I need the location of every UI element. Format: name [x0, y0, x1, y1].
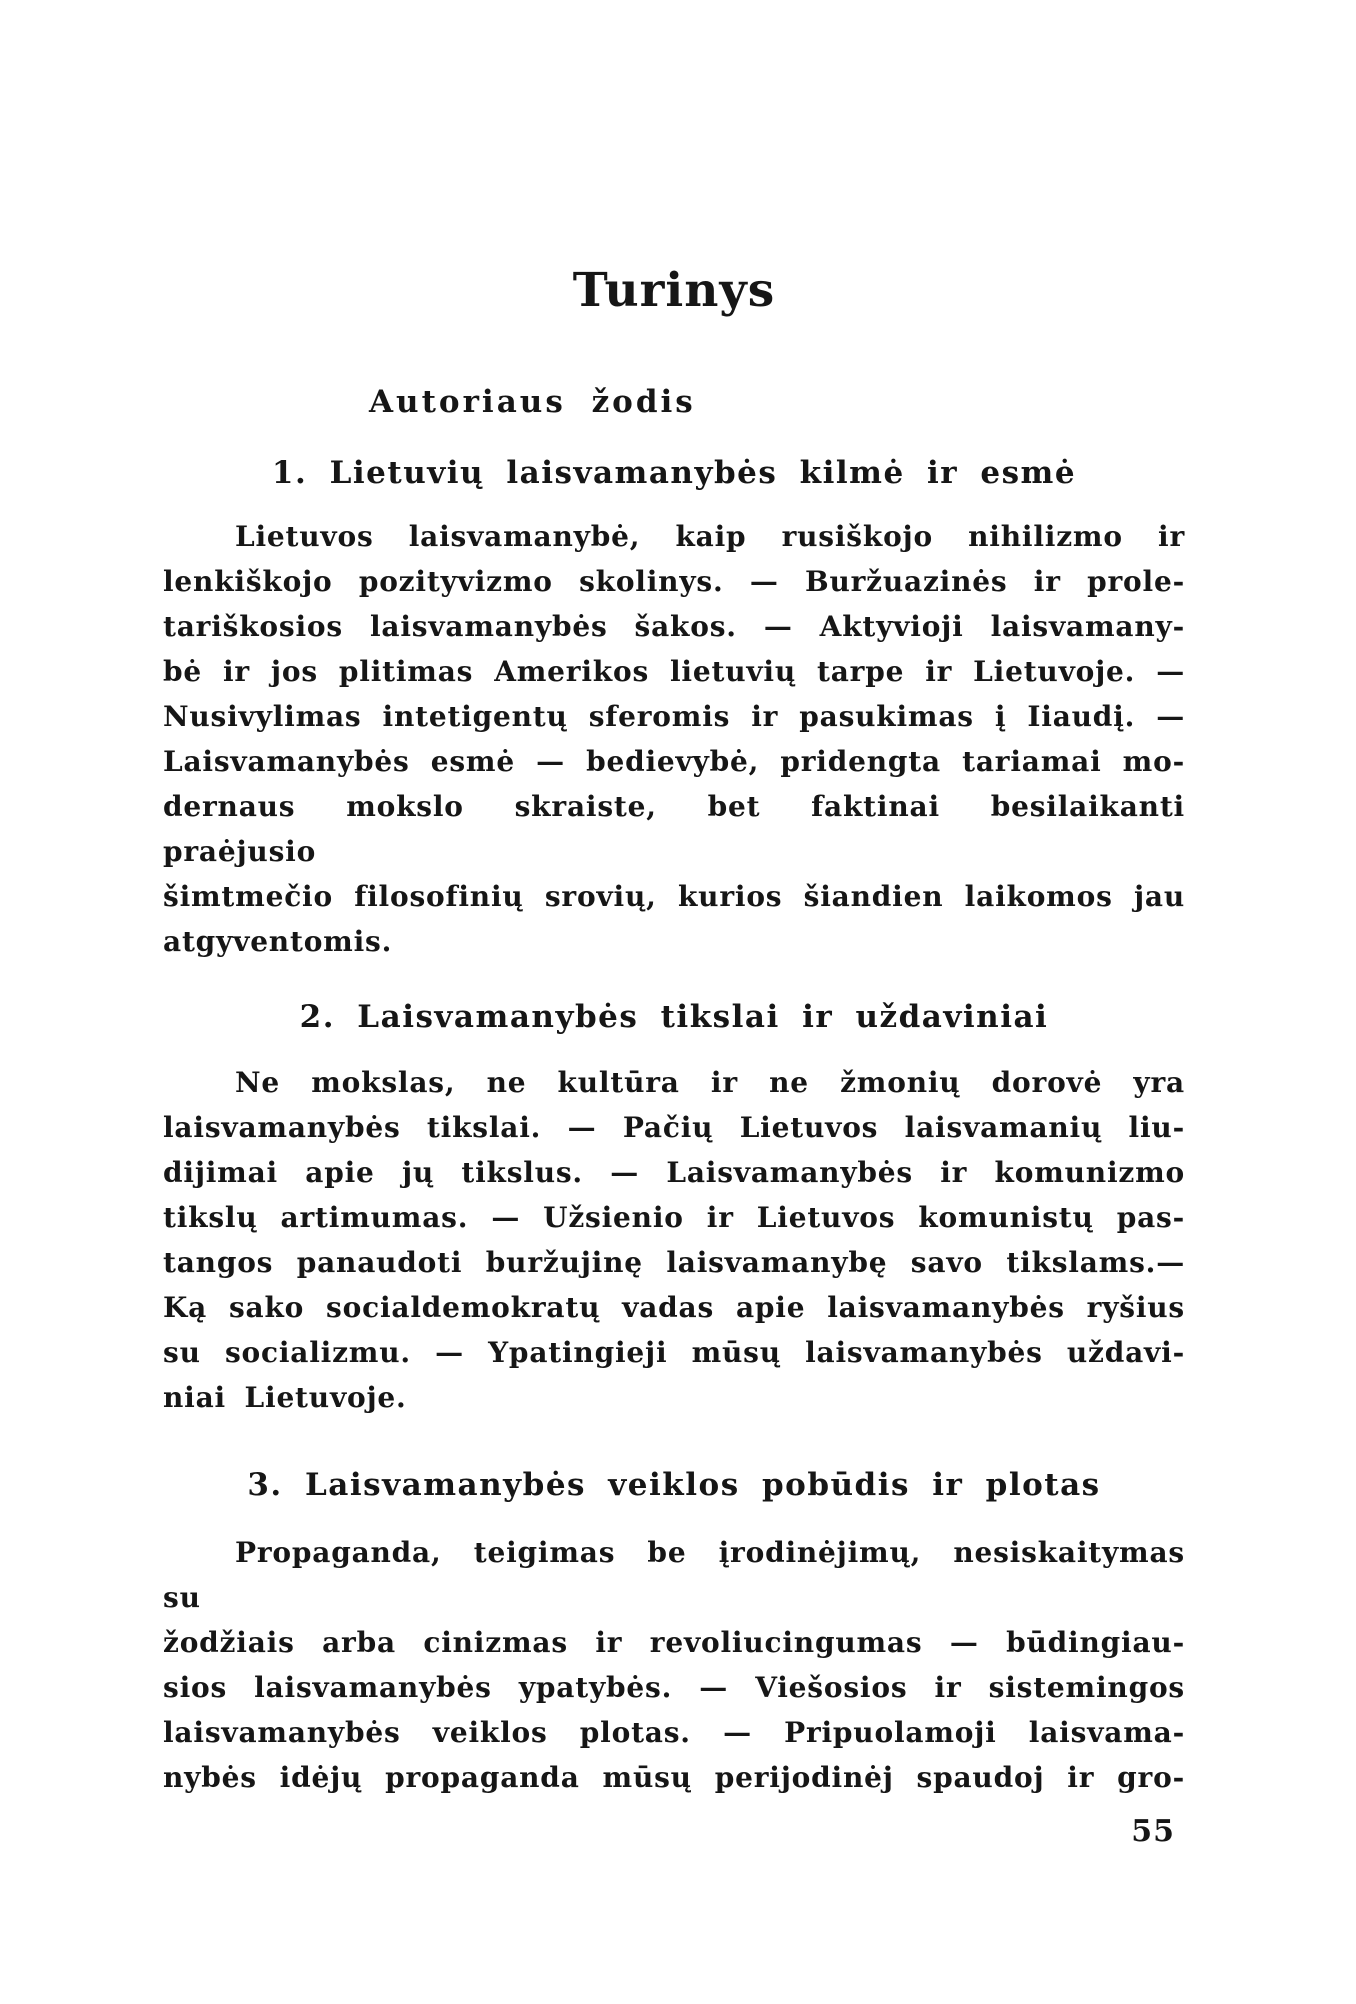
toc-line: laisvamanybės veiklos plotas. — Pripuolamoji laisvama- [163, 1716, 1185, 1749]
toc-line: Ne mokslas, ne kultūra ir ne žmonių dorovė yra [235, 1066, 1185, 1099]
toc-line: dijimai apie jų tikslus. — Laisvamanybės ir komunizmo [163, 1156, 1185, 1189]
toc-line: dernaus mokslo skraiste, bet faktinai besilaikanti praėjusio [163, 790, 1185, 868]
toc-line: šimtmečio filosofinių srovių, kurios šiandien laikomos jau [163, 880, 1185, 913]
toc-line: Propaganda, teigimas be įrodinėjimų, nesiskaitymas su [163, 1536, 1185, 1614]
toc-line: Laisvamanybės esmė — bedievybė, pridengta tariamai mo- [163, 745, 1185, 778]
toc-line: tariškosios laisvamanybės šakos. — Aktyvioji laisvamany- [163, 610, 1185, 643]
page-number: 55 [1131, 1814, 1175, 1849]
toc-line: atgyventomis. [163, 925, 393, 958]
toc-section-2 [163, 998, 1185, 1420]
toc-line: Ką sako socialdemokratų vadas apie laisvamanybės ryšius [163, 1291, 1185, 1324]
toc-line: laisvamanybės tikslai. — Pačių Lietuvos laisvamanių liu- [163, 1111, 1185, 1144]
toc-line: Nusivylimas intetigentų sferomis ir pasukimas į Iiaudį. — [163, 700, 1185, 733]
toc-line: bė ir jos plitimas Amerikos lietuvių tarpe ir Lietuvoje. — [163, 655, 1185, 688]
toc-line: tangos panaudoti buržujinę laisvamanybę savo tikslams.— [163, 1246, 1185, 1279]
section-1-summary [163, 514, 1185, 964]
toc-line: tikslų artimumas. — Užsienio ir Lietuvos komunistų pas- [163, 1201, 1185, 1234]
section-1-heading: 1. Lietuvių laisvamanybės kilmė ir esmė [271, 455, 1077, 491]
toc-section-1 [163, 454, 1185, 964]
section-2-heading: 2. Laisvamanybės tikslai ir uždaviniai [299, 999, 1049, 1035]
page-title: Turinys [572, 263, 776, 318]
toc-line: su socializmu. — Ypatingieji mūsų laisvamanybės uždavi- [163, 1336, 1185, 1369]
toc-line: lenkiškojo pozityvizmo skolinys. — Buržuazinės ir prole- [163, 565, 1185, 598]
section-3-heading: 3. Laisvamanybės veiklos pobūdis ir plotas [247, 1467, 1101, 1503]
toc-line: sios laisvamanybės ypatybės. — Viešosios ir sistemingos [163, 1671, 1185, 1704]
toc-section-3 [163, 1466, 1185, 1800]
toc-line: niai Lietuvoje. [163, 1381, 407, 1414]
toc-entry-authors-word: Autoriaus žodis [369, 384, 696, 420]
toc-line: nybės idėjų propaganda mūsų perijodinėj spaudoj ir gro- [163, 1761, 1185, 1794]
toc-line: žodžiais arba cinizmas ir revoliucingumas — būdingiau- [163, 1626, 1185, 1659]
section-3-summary [163, 1530, 1185, 1800]
section-2-summary [163, 1060, 1185, 1420]
toc-content [163, 0, 1185, 1850]
toc-line: Lietuvos laisvamanybė, kaip rusiškojo nihilizmo ir [235, 520, 1185, 553]
